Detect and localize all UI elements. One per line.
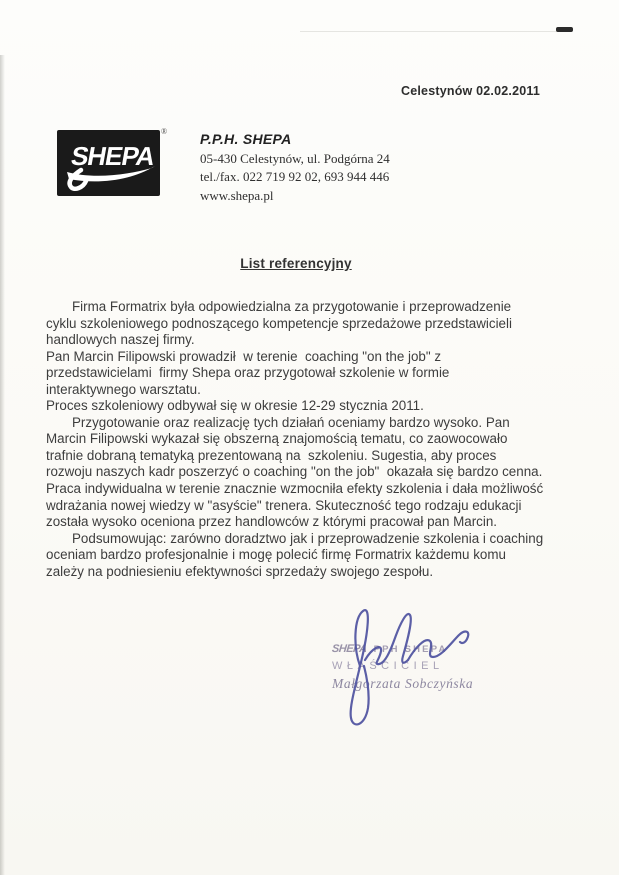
body-line: Przygotowanie oraz realizację tych działań oceniamy bardzo wysoko. Pan: [72, 414, 510, 430]
company-website: www.shepa.pl: [200, 187, 274, 203]
registered-trademark-icon: ®: [161, 127, 168, 136]
body-line: oceniam bardzo profesjonalnie i mogę polecić firmę Formatrix każdemu komu: [46, 547, 506, 563]
body-line: Marcin Filipowski wykazał się obszerną znajomością tematu, co zaowocowało: [46, 431, 508, 447]
body-line: zależy na podniesieniu efektywności sprzedaży swojego zespołu.: [46, 563, 434, 579]
stamp-role: WŁAŚCICIEL: [332, 660, 444, 672]
body-line: cyklu szkoleniowego podnoszącego kompetencje sprzedażowe przedstawicieli: [46, 315, 512, 331]
body-line: Proces szkoleniowy odbywał się w okresie 12-29 stycznia 2011.: [46, 398, 424, 414]
body-line: interaktywnego warsztatu.: [46, 381, 201, 397]
letter-date: Celestynów 02.02.2011: [400, 84, 540, 98]
company-name: P.P.H. SHEPA: [200, 131, 292, 147]
body-line: trafnie dobraną tematyką prezentowaną na szkoleniu. Sugestia, aby proces: [46, 447, 497, 463]
body-line: Pan Marcin Filipowski prowadził w terenie coaching "on the job" z: [46, 348, 442, 364]
body-line: Firma Formatrix była odpowiedzialna za przygotowanie i przeprowadzenie: [72, 299, 512, 314]
body-line: Praca indywidualna w terenie znacznie wzmocniła efekty szkolenia i dała możliwość: [46, 481, 544, 497]
shepa-logo-icon: [57, 130, 160, 196]
body-line: Podsumowując: zarówno doradztwo jak i przeprowadzenie szkolenia i coaching: [72, 530, 544, 546]
shepa-logo: [57, 130, 160, 196]
letter-title: List referencyjny: [240, 256, 352, 271]
body-line: handlowych naszej firmy.: [46, 332, 195, 348]
scan-artifact-mark: [556, 27, 573, 32]
scan-edge-shadow: [0, 55, 5, 875]
body-line: przedstawicielami firmy Shepa oraz przygotował szkolenie w formie: [46, 365, 450, 381]
company-address: 05-430 Celestynów, ul. Podgórna 24: [200, 150, 390, 166]
stamp-owner-name: Małgorzata Sobczyńska: [332, 676, 474, 691]
body-line: rozwoju naszych kadr poszerzyć o coaching "on the job" okazała się bardzo cenna.: [46, 464, 543, 480]
letter-body: [46, 299, 554, 580]
company-phone: tel./fax. 022 719 92 02, 693 944 446: [200, 169, 390, 184]
logo-wordmark: SHEPA: [68, 141, 157, 171]
stamp-company-name: PPH SHEPA: [373, 643, 448, 655]
scan-artifact-line: [300, 31, 558, 32]
stamp-logo: SHEPA: [331, 643, 368, 655]
body-line: wdrażania nowej wiedzy w "asyście" trenera. Skuteczność tego rodzaju edukacji: [46, 497, 522, 513]
body-line: została wysoko oceniona przez handlowców z którymi pracował pan Marcin.: [46, 514, 498, 530]
company-info: [200, 130, 390, 205]
handwritten-signature: [330, 602, 480, 737]
